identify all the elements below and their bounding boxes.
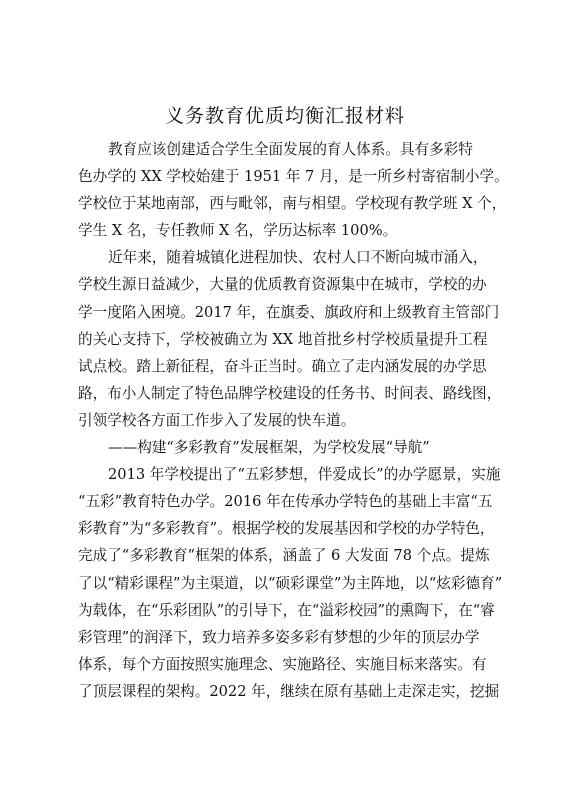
- paragraph-line: 彩教育”为“多彩教育”。根据学校的发展基因和学校的办学特色，: [78, 520, 495, 538]
- paragraph-line: 的关心支持下，学校被确立为 XX 地首批乡村学校质量提升工程: [78, 330, 488, 348]
- paragraph-line: 学一度陷入困境。2017 年，在旗委、旗政府和上级教育主管部门: [78, 303, 500, 321]
- paragraph-line: 教育应该创建适合学生全面发展的育人体系。具有多彩特: [108, 141, 473, 158]
- paragraph-line: 学校位于某地南部，西与毗邻，南与相望。学校现有教学班 X 个，: [78, 195, 507, 213]
- paragraph-line: 2013 年学校提出了“五彩梦想，伴爱成长”的办学愿景，实施: [108, 466, 501, 484]
- paragraph-line: 引领学校各方面工作步入了发展的快车道。: [78, 411, 356, 429]
- paragraph-line: 了顶层课程的架构。2022 年，继续在原有基础上走深走实，挖掘: [78, 682, 500, 700]
- paragraph-line: “五彩”教育特色办学。2016 年在传承办学特色的基础上丰富“五: [78, 493, 493, 511]
- paragraph-line: 学校生源日益减少，大量的优质教育资源集中在城市，学校的办: [78, 276, 487, 294]
- document-title: 义务教育优质均衡汇报材料: [164, 105, 405, 127]
- section-heading: ——构建“多彩教育”发展框架，为学校发展“导航”: [108, 439, 430, 457]
- paragraph-line: 色办学的 XX 学校始建于 1951 年 7 月，是一所乡村寄宿制小学。: [78, 168, 509, 186]
- paragraph-line: 完成了“多彩教育”框架的体系，涵盖了 6 大发面 78 个点。提炼: [78, 547, 490, 565]
- paragraph-line: 体系，每个方面按照实施理念、实施路径、实施目标来落实。有: [78, 655, 487, 673]
- paragraph-line: 了以“精彩课程”为主渠道，以“硕彩课堂”为主阵地，以“炫彩德育”: [78, 574, 503, 592]
- paragraph-line: 路，布小人制定了特色品牌学校建设的任务书、时间表、路线图，: [78, 384, 502, 402]
- paragraph-line: 试点校。踏上新征程，奋斗正当时。确立了走内涵发展的办学思: [78, 357, 487, 375]
- paragraph-line: 近年来，随着城镇化进程加快、农村人口不断向城市涌入，: [108, 249, 488, 267]
- paragraph-line: 彩管理”的润泽下，致力培养多姿多彩有梦想的少年的顶层办学: [78, 628, 480, 646]
- paragraph-line: 为载体，在“乐彩团队”的引导下，在“溢彩校园”的熏陶下，在“睿: [78, 601, 495, 619]
- paragraph-line: 学生 X 名，专任教师 X 名，学历达标率 100%。: [78, 222, 398, 240]
- document-body: [78, 136, 509, 705]
